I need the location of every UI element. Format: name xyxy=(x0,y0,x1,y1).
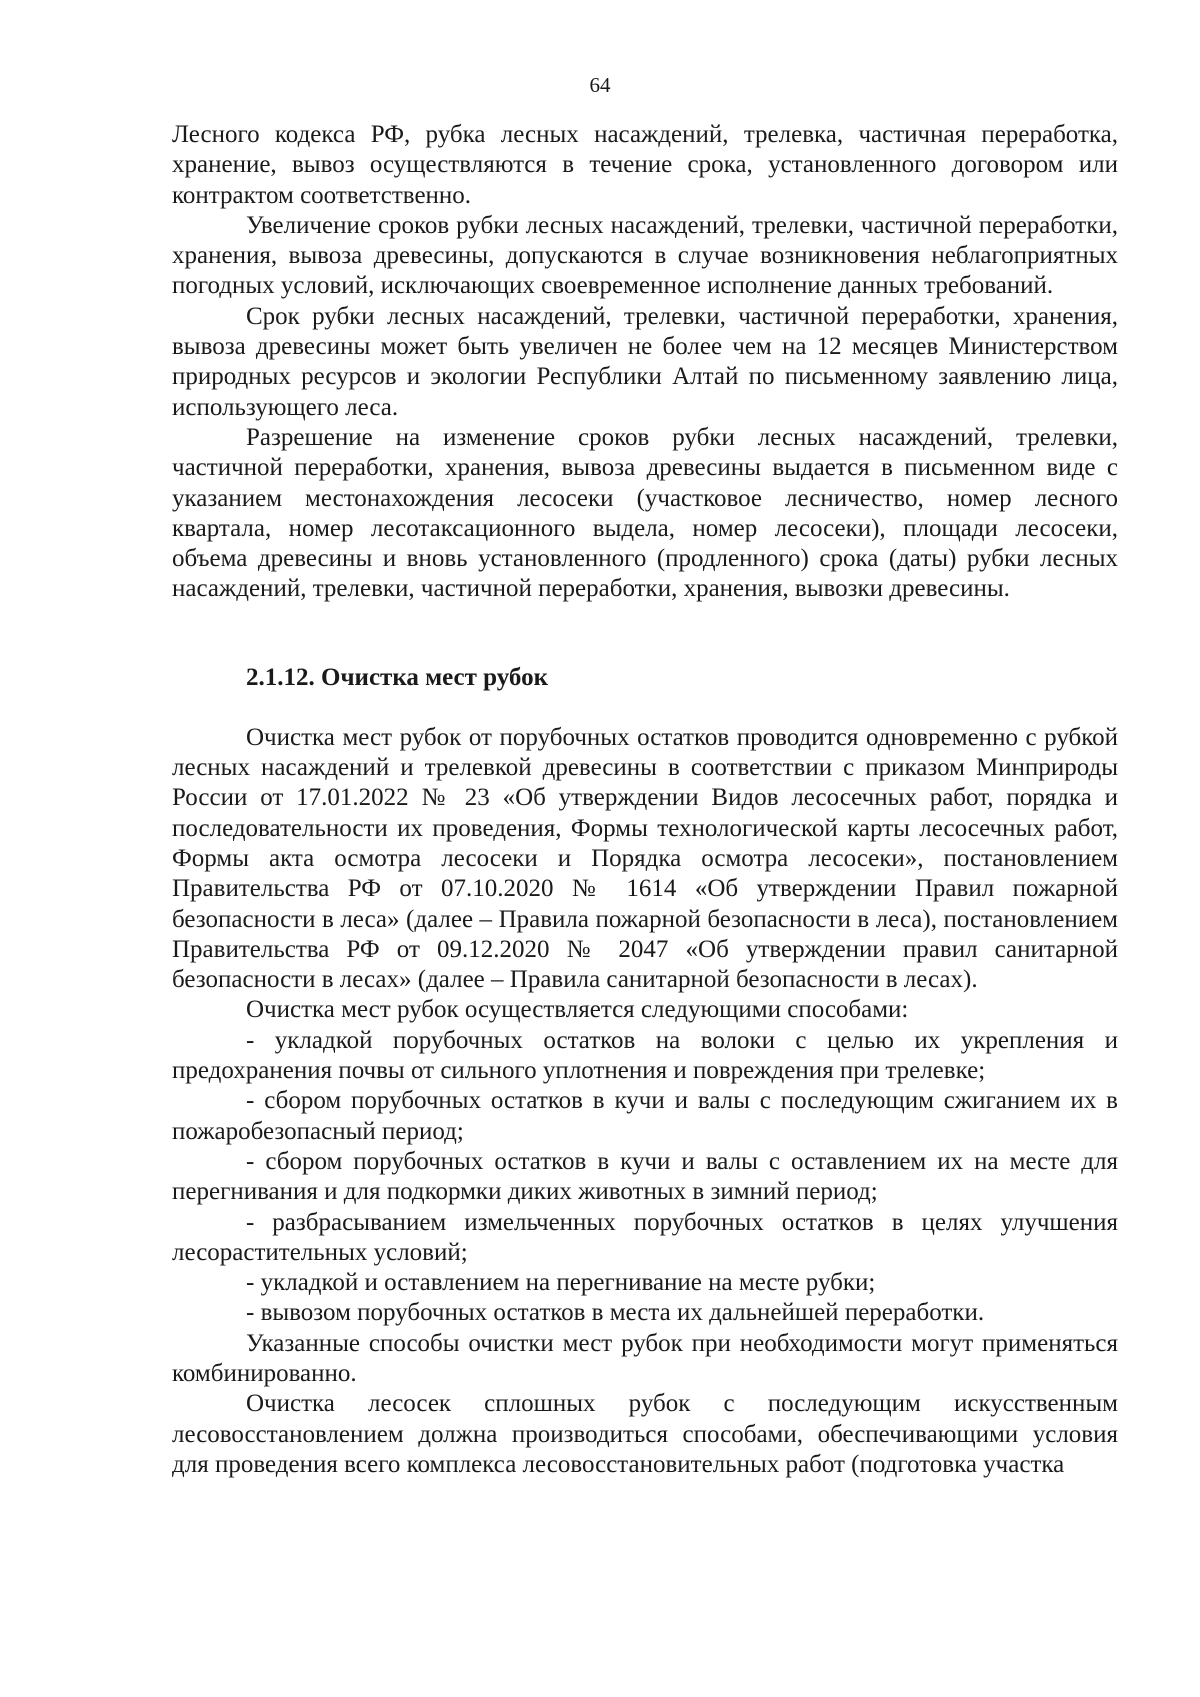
page-number: 64 xyxy=(589,73,611,97)
paragraph: Указанные способы очистки мест рубок при необходимости могут применяться комбинированно. xyxy=(172,1329,1118,1387)
paragraph: Разрешение на изменение сроков рубки лесных насаждений, трелевки, частичной переработки, хранения, вывоза древесины выдается в письменном виде с указанием местонахождения лесосеки (участковое лесничество, номер лесного квартала, номер лесотаксационного выдела, номер лесосеки), площади лесосеки, объема древесины и вновь установленного (продленного) срока (даты) рубки лесных насаждений, трелевки, частичной переработки, хранения, вывозки древесины. xyxy=(172,423,1118,603)
section-heading: 2.1.12. Очистка мест рубок xyxy=(246,663,548,691)
list-item: - укладкой порубочных остатков на волоки с целью их укрепления и предохранения почвы от сильного уплотнения и повреждения при трелевке; xyxy=(172,1026,1118,1085)
paragraph: Лесного кодекса РФ, рубка лесных насаждений, трелевка, частичная переработка, хранение, вывоз осуществляются в течение срока, установленного договором или контрактом соответственно. xyxy=(172,121,1118,209)
list-item: - вывозом порубочных остатков в места их дальнейшей переработки. xyxy=(246,1299,985,1327)
page-body xyxy=(172,120,1118,1480)
paragraph: Очистка мест рубок от порубочных остатков проводится одновременно с рубкой лесных насаждений и трелевкой древесины в соответствии с приказом Минприроды России от 17.01.2022 № 23 «Об утверждении Видов лесосечных работ, порядка и последовательности их проведения, Формы технологической карты лесосечных работ, Формы акта осмотра лесосеки и Порядка осмотра лесосеки», постановлением Правительства РФ от 07.10.2020 № 1614 «Об утверждении Правил пожарной безопасности в леса» (далее – Правила пожарной безопасности в леса), постановлением Правительства РФ от 09.12.2020 № 2047 «Об утверждении правил санитарной безопасности в лесах» (далее – Правила санитарной безопасности в лесах). xyxy=(172,723,1118,994)
list-item: - укладкой и оставлением на перегнивание на месте рубки; xyxy=(246,1269,876,1297)
list-item: - сбором порубочных остатков в кучи и валы с последующим сжиганием их в пожаробезопасный период; xyxy=(172,1087,1118,1145)
spacer xyxy=(172,605,1118,663)
paragraph: Очистка мест рубок осуществляется следующими способами: xyxy=(246,996,909,1024)
list-item: - разбрасыванием измельченных порубочных остатков в целях улучшения лесорастительных условий; xyxy=(172,1208,1118,1266)
paragraph: Срок рубки лесных насаждений, трелевки, частичной переработки, хранения, вывоза древесины может быть увеличен не более чем на 12 месяцев Министерством природных ресурсов и экологии Республики Алтай по письменному заявлению лица, использующего леса. xyxy=(172,302,1118,421)
paragraph: Очистка лесосек сплошных рубок с последующим искусственным лесовосстановлением должна производиться способами, обеспечивающими условия для проведения всего комплекса лесовосстановительных работ (подготовка участка xyxy=(172,1390,1118,1478)
list-item: - сбором порубочных остатков в кучи и валы с оставлением их на месте для перегнивания и для подкормки диких животных в зимний период; xyxy=(172,1147,1118,1206)
spacer xyxy=(172,693,1118,723)
paragraph: Увеличение сроков рубки лесных насаждений, трелевки, частичной переработки, хранения, вывоза древесины, допускаются в случае возникновения неблагоприятных погодных условий, исключающих своевременное исполнение данных требований. xyxy=(172,211,1118,300)
